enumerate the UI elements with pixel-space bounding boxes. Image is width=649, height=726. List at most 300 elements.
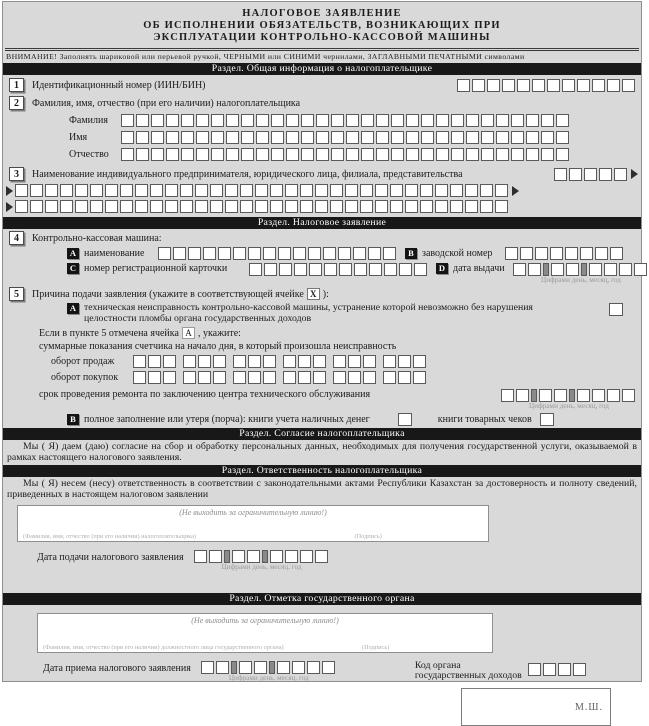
input-cell[interactable] (451, 114, 464, 127)
input-cell[interactable] (301, 114, 314, 127)
input-cell[interactable] (346, 148, 359, 161)
input-cell[interactable] (383, 247, 396, 260)
input-cell[interactable] (151, 148, 164, 161)
input-cell[interactable] (436, 148, 449, 161)
input-cell[interactable] (256, 148, 269, 161)
input-cell[interactable] (263, 247, 276, 260)
input-cell[interactable] (436, 131, 449, 144)
input-cell[interactable] (399, 263, 412, 276)
input-cell[interactable] (298, 371, 311, 384)
input-cell[interactable] (315, 200, 328, 213)
input-cell[interactable] (148, 371, 161, 384)
input-cell[interactable] (520, 247, 533, 260)
patronymic-cells[interactable] (121, 148, 571, 161)
input-cell[interactable] (45, 200, 58, 213)
input-cell[interactable] (60, 184, 73, 197)
surname-cells[interactable] (121, 114, 571, 127)
input-cell[interactable] (435, 200, 448, 213)
input-cell[interactable] (619, 263, 632, 276)
input-cell[interactable] (346, 131, 359, 144)
input-cell[interactable] (270, 200, 283, 213)
input-cell[interactable] (105, 184, 118, 197)
input-cell[interactable] (577, 389, 590, 402)
authority-code-cells[interactable] (528, 663, 588, 676)
input-cell[interactable] (610, 247, 623, 260)
input-cell[interactable] (541, 148, 554, 161)
input-cell[interactable] (213, 371, 226, 384)
input-cell[interactable] (348, 371, 361, 384)
input-cell[interactable] (286, 114, 299, 127)
input-cell[interactable] (421, 131, 434, 144)
input-cell[interactable] (487, 79, 500, 92)
input-cell[interactable] (376, 131, 389, 144)
input-cell[interactable] (198, 371, 211, 384)
input-cell[interactable] (390, 200, 403, 213)
sales-turnover-cells[interactable] (133, 355, 428, 368)
input-cell[interactable] (330, 200, 343, 213)
input-cell[interactable] (209, 550, 222, 563)
input-cell[interactable] (360, 200, 373, 213)
input-cell[interactable] (405, 184, 418, 197)
submission-date-cells[interactable] (194, 550, 330, 563)
input-cell[interactable] (316, 131, 329, 144)
input-cell[interactable] (218, 247, 231, 260)
input-cell[interactable] (239, 661, 252, 674)
input-cell[interactable] (622, 389, 635, 402)
input-cell[interactable] (241, 114, 254, 127)
repair-term-cells[interactable] (501, 389, 637, 402)
input-cell[interactable] (120, 200, 133, 213)
receipt-book-checkbox[interactable] (540, 413, 554, 426)
input-cell[interactable] (255, 200, 268, 213)
input-cell[interactable] (148, 355, 161, 368)
input-cell[interactable] (30, 200, 43, 213)
input-cell[interactable] (188, 247, 201, 260)
input-cell[interactable] (369, 263, 382, 276)
input-cell[interactable] (376, 114, 389, 127)
input-cell[interactable] (136, 114, 149, 127)
input-cell[interactable] (165, 200, 178, 213)
input-cell[interactable] (315, 550, 328, 563)
input-cell[interactable] (264, 263, 277, 276)
input-cell[interactable] (592, 79, 605, 92)
input-cell[interactable] (248, 355, 261, 368)
input-cell[interactable] (528, 663, 541, 676)
input-cell[interactable] (256, 131, 269, 144)
input-cell[interactable] (345, 184, 358, 197)
input-cell[interactable] (496, 148, 509, 161)
input-cell[interactable] (133, 371, 146, 384)
input-cell[interactable] (516, 389, 529, 402)
receive-date-cells[interactable] (201, 661, 337, 674)
input-cell[interactable] (181, 131, 194, 144)
input-cell[interactable] (481, 131, 494, 144)
input-cell[interactable] (279, 263, 292, 276)
input-cell[interactable] (300, 184, 313, 197)
input-cell[interactable] (173, 247, 186, 260)
input-cell[interactable] (121, 148, 134, 161)
input-cell[interactable] (465, 184, 478, 197)
input-cell[interactable] (211, 114, 224, 127)
input-cell[interactable] (584, 168, 597, 181)
input-cell[interactable] (466, 131, 479, 144)
input-cell[interactable] (233, 247, 246, 260)
input-cell[interactable] (313, 355, 326, 368)
input-cell[interactable] (315, 184, 328, 197)
input-cell[interactable] (495, 184, 508, 197)
input-cell[interactable] (496, 131, 509, 144)
input-cell[interactable] (466, 148, 479, 161)
input-cell[interactable] (121, 131, 134, 144)
input-cell[interactable] (361, 148, 374, 161)
input-cell[interactable] (511, 131, 524, 144)
input-cell[interactable] (481, 114, 494, 127)
input-cell[interactable] (75, 200, 88, 213)
input-cell[interactable] (511, 114, 524, 127)
input-cell[interactable] (604, 263, 617, 276)
input-cell[interactable] (225, 184, 238, 197)
input-cell[interactable] (526, 114, 539, 127)
input-cell[interactable] (121, 114, 134, 127)
input-cell[interactable] (361, 131, 374, 144)
input-cell[interactable] (481, 148, 494, 161)
input-cell[interactable] (622, 79, 635, 92)
input-cell[interactable] (556, 114, 569, 127)
input-cell[interactable] (511, 148, 524, 161)
input-cell[interactable] (580, 247, 593, 260)
input-cell[interactable] (163, 355, 176, 368)
input-cell[interactable] (309, 263, 322, 276)
input-cell[interactable] (390, 184, 403, 197)
input-cell[interactable] (495, 200, 508, 213)
input-cell[interactable] (294, 263, 307, 276)
input-cell[interactable] (556, 131, 569, 144)
input-cell[interactable] (517, 79, 530, 92)
input-cell[interactable] (472, 79, 485, 92)
input-cell[interactable] (60, 200, 73, 213)
input-cell[interactable] (151, 131, 164, 144)
input-cell[interactable] (436, 114, 449, 127)
input-cell[interactable] (480, 184, 493, 197)
input-cell[interactable] (338, 247, 351, 260)
input-cell[interactable] (450, 200, 463, 213)
input-cell[interactable] (376, 148, 389, 161)
input-cell[interactable] (556, 148, 569, 161)
input-cell[interactable] (233, 371, 246, 384)
input-cell[interactable] (361, 114, 374, 127)
input-cell[interactable] (541, 114, 554, 127)
input-cell[interactable] (457, 79, 470, 92)
input-cell[interactable] (301, 148, 314, 161)
input-cell[interactable] (105, 200, 118, 213)
input-cell[interactable] (133, 355, 146, 368)
input-cell[interactable] (271, 148, 284, 161)
input-cell[interactable] (210, 184, 223, 197)
input-cell[interactable] (421, 114, 434, 127)
input-cell[interactable] (339, 263, 352, 276)
input-cell[interactable] (330, 184, 343, 197)
input-cell[interactable] (435, 184, 448, 197)
input-cell[interactable] (577, 79, 590, 92)
input-cell[interactable] (354, 263, 367, 276)
input-cell[interactable] (248, 247, 261, 260)
input-cell[interactable] (322, 661, 335, 674)
input-cell[interactable] (181, 114, 194, 127)
input-cell[interactable] (135, 200, 148, 213)
input-cell[interactable] (166, 148, 179, 161)
input-cell[interactable] (211, 148, 224, 161)
input-cell[interactable] (406, 131, 419, 144)
input-cell[interactable] (163, 371, 176, 384)
input-cell[interactable] (348, 355, 361, 368)
input-cell[interactable] (293, 247, 306, 260)
input-cell[interactable] (562, 79, 575, 92)
entity-name-cells-line2[interactable] (15, 184, 510, 197)
kkm-name-cells[interactable] (158, 247, 398, 260)
input-cell[interactable] (210, 200, 223, 213)
input-cell[interactable] (300, 200, 313, 213)
input-cell[interactable] (241, 148, 254, 161)
input-cell[interactable] (180, 184, 193, 197)
input-cell[interactable] (307, 661, 320, 674)
input-cell[interactable] (263, 371, 276, 384)
input-cell[interactable] (323, 247, 336, 260)
input-cell[interactable] (308, 247, 321, 260)
input-cell[interactable] (333, 371, 346, 384)
input-cell[interactable] (135, 184, 148, 197)
cash-book-checkbox[interactable] (398, 413, 412, 426)
issue-date-cells[interactable] (513, 263, 649, 276)
input-cell[interactable] (166, 131, 179, 144)
input-cell[interactable] (181, 148, 194, 161)
input-cell[interactable] (450, 184, 463, 197)
input-cell[interactable] (247, 550, 260, 563)
input-cell[interactable] (592, 389, 605, 402)
entity-name-cells-line3[interactable] (15, 200, 510, 213)
input-cell[interactable] (384, 263, 397, 276)
input-cell[interactable] (226, 148, 239, 161)
input-cell[interactable] (480, 200, 493, 213)
input-cell[interactable] (554, 168, 567, 181)
input-cell[interactable] (198, 355, 211, 368)
input-cell[interactable] (421, 148, 434, 161)
input-cell[interactable] (240, 200, 253, 213)
input-cell[interactable] (331, 131, 344, 144)
input-cell[interactable] (451, 131, 464, 144)
input-cell[interactable] (278, 247, 291, 260)
input-cell[interactable] (333, 355, 346, 368)
input-cell[interactable] (360, 184, 373, 197)
purchase-turnover-cells[interactable] (133, 371, 428, 384)
reg-card-cells[interactable] (249, 263, 429, 276)
input-cell[interactable] (256, 114, 269, 127)
input-cell[interactable] (285, 184, 298, 197)
input-cell[interactable] (375, 200, 388, 213)
input-cell[interactable] (183, 371, 196, 384)
input-cell[interactable] (420, 200, 433, 213)
input-cell[interactable] (136, 148, 149, 161)
firstname-cells[interactable] (121, 131, 571, 144)
entity-name-cells-line1[interactable] (554, 168, 629, 181)
input-cell[interactable] (324, 263, 337, 276)
input-cell[interactable] (285, 550, 298, 563)
input-cell[interactable] (501, 389, 514, 402)
input-cell[interactable] (216, 661, 229, 674)
input-cell[interactable] (607, 79, 620, 92)
input-cell[interactable] (634, 263, 647, 276)
input-cell[interactable] (211, 131, 224, 144)
input-cell[interactable] (573, 663, 586, 676)
input-cell[interactable] (225, 200, 238, 213)
input-cell[interactable] (614, 168, 627, 181)
input-cell[interactable] (213, 355, 226, 368)
input-cell[interactable] (550, 247, 563, 260)
input-cell[interactable] (120, 184, 133, 197)
input-cell[interactable] (346, 114, 359, 127)
input-cell[interactable] (158, 247, 171, 260)
input-cell[interactable] (180, 200, 193, 213)
taxpayer-signature-box[interactable] (17, 505, 489, 542)
factory-number-cells[interactable] (505, 247, 625, 260)
input-cell[interactable] (254, 661, 267, 674)
input-cell[interactable] (451, 148, 464, 161)
input-cell[interactable] (391, 114, 404, 127)
input-cell[interactable] (353, 247, 366, 260)
input-cell[interactable] (505, 247, 518, 260)
input-cell[interactable] (286, 148, 299, 161)
input-cell[interactable] (232, 550, 245, 563)
input-cell[interactable] (599, 168, 612, 181)
reason-a-checkbox[interactable] (609, 303, 623, 316)
input-cell[interactable] (413, 355, 426, 368)
input-cell[interactable] (196, 114, 209, 127)
input-cell[interactable] (528, 263, 541, 276)
input-cell[interactable] (398, 355, 411, 368)
input-cell[interactable] (283, 355, 296, 368)
input-cell[interactable] (526, 148, 539, 161)
input-cell[interactable] (569, 168, 582, 181)
input-cell[interactable] (541, 131, 554, 144)
input-cell[interactable] (363, 371, 376, 384)
input-cell[interactable] (196, 148, 209, 161)
input-cell[interactable] (539, 389, 552, 402)
input-cell[interactable] (345, 200, 358, 213)
input-cell[interactable] (554, 389, 567, 402)
input-cell[interactable] (277, 661, 290, 674)
input-cell[interactable] (255, 184, 268, 197)
input-cell[interactable] (90, 184, 103, 197)
input-cell[interactable] (502, 79, 515, 92)
input-cell[interactable] (270, 550, 283, 563)
input-cell[interactable] (526, 131, 539, 144)
input-cell[interactable] (368, 247, 381, 260)
input-cell[interactable] (363, 355, 376, 368)
input-cell[interactable] (532, 79, 545, 92)
input-cell[interactable] (558, 663, 571, 676)
input-cell[interactable] (249, 263, 262, 276)
input-cell[interactable] (413, 371, 426, 384)
input-cell[interactable] (300, 550, 313, 563)
input-cell[interactable] (203, 247, 216, 260)
input-cell[interactable] (15, 184, 28, 197)
input-cell[interactable] (466, 114, 479, 127)
input-cell[interactable] (383, 355, 396, 368)
input-cell[interactable] (263, 355, 276, 368)
input-cell[interactable] (313, 371, 326, 384)
input-cell[interactable] (271, 131, 284, 144)
input-cell[interactable] (195, 184, 208, 197)
input-cell[interactable] (292, 661, 305, 674)
input-cell[interactable] (196, 131, 209, 144)
input-cell[interactable] (240, 184, 253, 197)
input-cell[interactable] (226, 131, 239, 144)
input-cell[interactable] (270, 184, 283, 197)
input-cell[interactable] (151, 114, 164, 127)
input-cell[interactable] (283, 371, 296, 384)
input-cell[interactable] (241, 131, 254, 144)
input-cell[interactable] (298, 355, 311, 368)
input-cell[interactable] (398, 371, 411, 384)
input-cell[interactable] (286, 131, 299, 144)
input-cell[interactable] (45, 184, 58, 197)
input-cell[interactable] (405, 200, 418, 213)
input-cell[interactable] (406, 148, 419, 161)
input-cell[interactable] (183, 355, 196, 368)
input-cell[interactable] (513, 263, 526, 276)
iin-cells[interactable] (457, 79, 637, 92)
input-cell[interactable] (233, 355, 246, 368)
input-cell[interactable] (301, 131, 314, 144)
official-signature-box[interactable] (37, 613, 493, 653)
input-cell[interactable] (391, 131, 404, 144)
input-cell[interactable] (165, 184, 178, 197)
input-cell[interactable] (30, 184, 43, 197)
input-cell[interactable] (316, 148, 329, 161)
input-cell[interactable] (543, 663, 556, 676)
input-cell[interactable] (316, 114, 329, 127)
input-cell[interactable] (535, 247, 548, 260)
input-cell[interactable] (414, 263, 427, 276)
input-cell[interactable] (465, 200, 478, 213)
input-cell[interactable] (551, 263, 564, 276)
input-cell[interactable] (271, 114, 284, 127)
input-cell[interactable] (226, 114, 239, 127)
input-cell[interactable] (75, 184, 88, 197)
input-cell[interactable] (566, 263, 579, 276)
input-cell[interactable] (496, 114, 509, 127)
input-cell[interactable] (15, 200, 28, 213)
input-cell[interactable] (248, 371, 261, 384)
input-cell[interactable] (391, 148, 404, 161)
input-cell[interactable] (331, 114, 344, 127)
input-cell[interactable] (331, 148, 344, 161)
input-cell[interactable] (420, 184, 433, 197)
input-cell[interactable] (547, 79, 560, 92)
input-cell[interactable] (195, 200, 208, 213)
input-cell[interactable] (406, 114, 419, 127)
input-cell[interactable] (194, 550, 207, 563)
input-cell[interactable] (383, 371, 396, 384)
input-cell[interactable] (285, 200, 298, 213)
input-cell[interactable] (90, 200, 103, 213)
input-cell[interactable] (607, 389, 620, 402)
input-cell[interactable] (201, 661, 214, 674)
input-cell[interactable] (565, 247, 578, 260)
input-cell[interactable] (150, 184, 163, 197)
input-cell[interactable] (166, 114, 179, 127)
input-cell[interactable] (589, 263, 602, 276)
input-cell[interactable] (136, 131, 149, 144)
